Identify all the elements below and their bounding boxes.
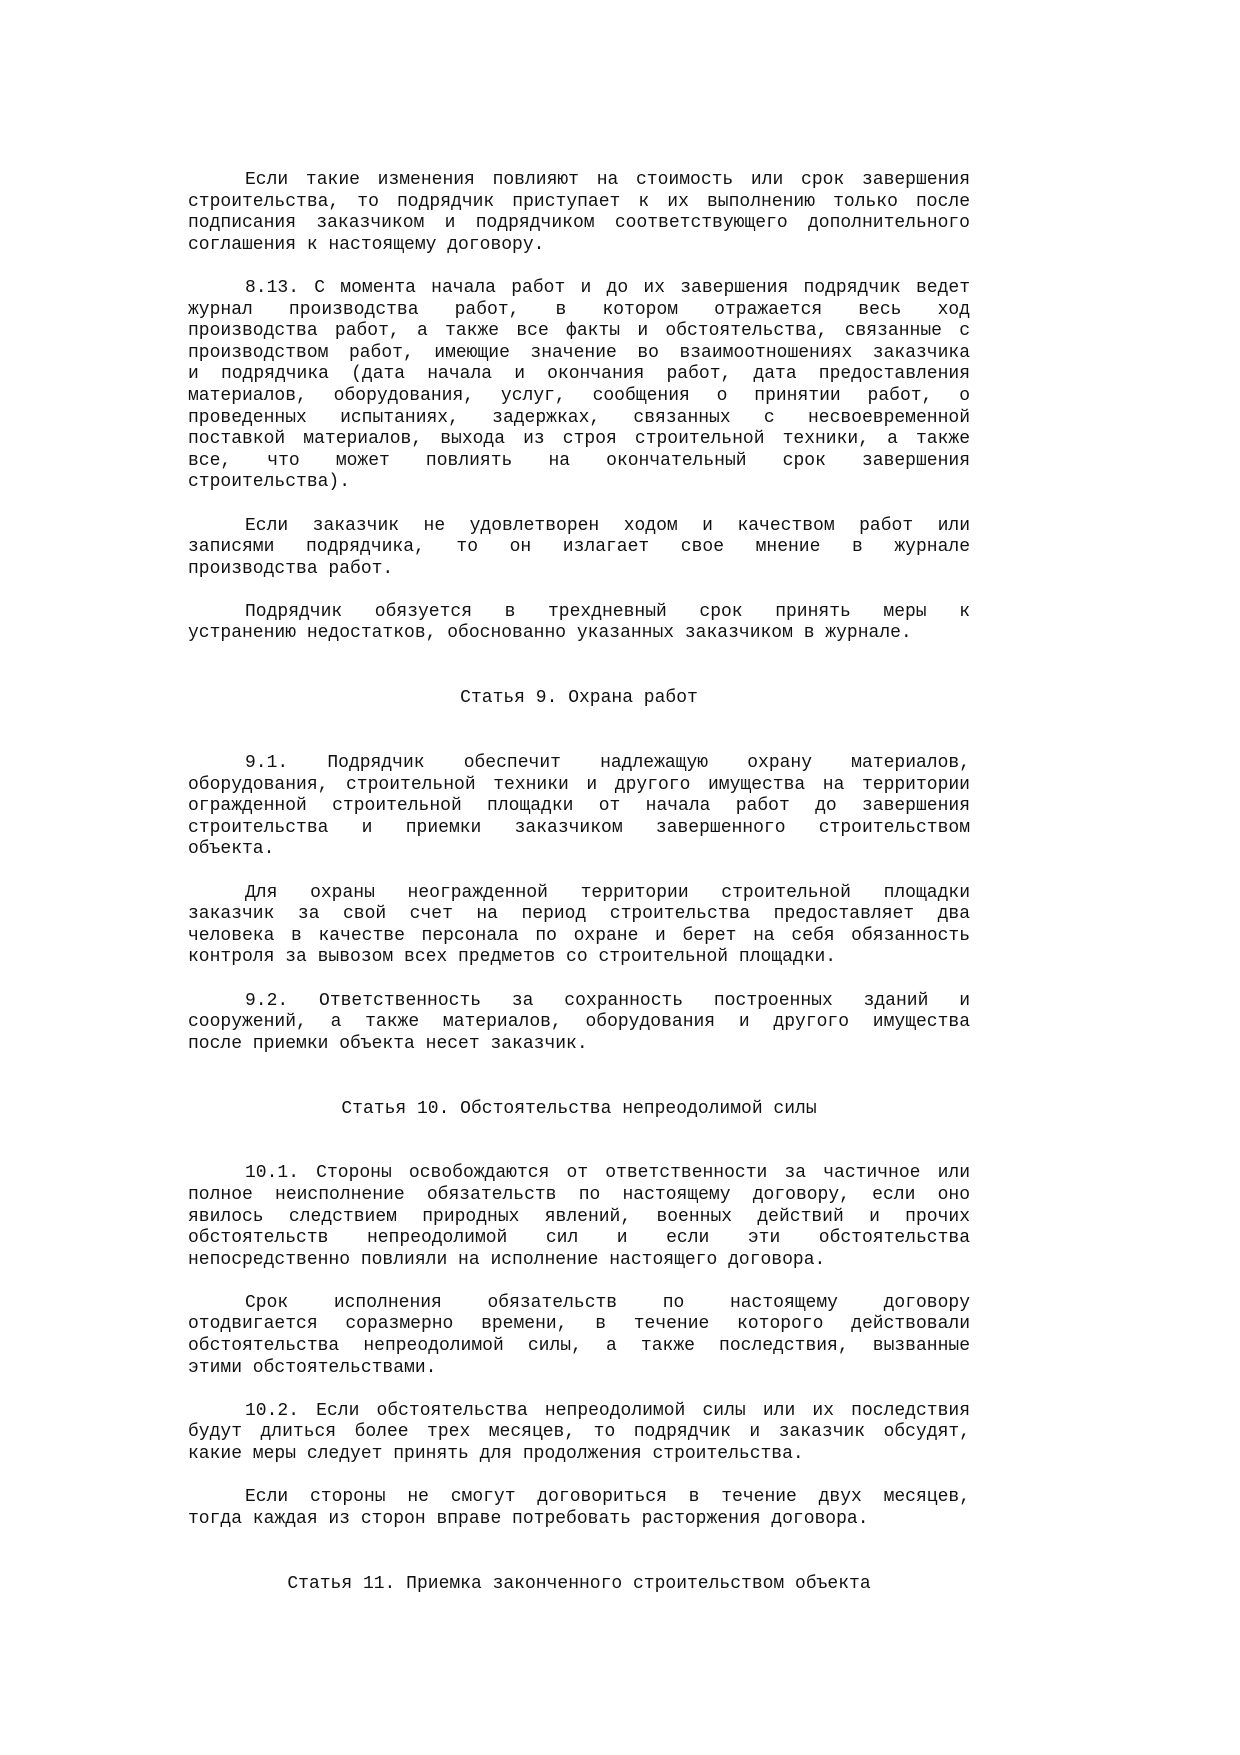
text-line: контроля за вывозом всех предметов со строительной площадки. [188, 947, 837, 968]
paragraph [188, 883, 970, 969]
text-line: все, что может повлиять на окончательный срок завершения [188, 450, 970, 471]
text-line: строительства). [188, 472, 351, 493]
text-line: Для охраны неогражденной территории строительной площадки [245, 882, 970, 903]
text-line: производством работ, имеющие значение во взаимоотношениях заказчика [188, 342, 970, 363]
text-line: 9.2. Ответственность за сохранность построенных зданий и [245, 990, 970, 1011]
text-line: заказчик за свой счет на период строительства предоставляет два [188, 904, 970, 925]
article-heading: Статья 11. Приемка законченного строительством объекта [287, 1573, 871, 1594]
text-line: поставкой материалов, выхода из строя строительной техники, а также [188, 429, 970, 450]
paragraph [188, 1487, 970, 1530]
text-line: журнал производства работ, в котором отражается весь ход [188, 299, 970, 320]
text-line: 10.1. Стороны освобождаются от ответственности за частичное или [245, 1163, 970, 1184]
text-line: объекта. [188, 839, 275, 860]
text-line: 10.2. Если обстоятельства непреодолимой силы или их последствия [245, 1400, 970, 1421]
text-line: обстоятельства непреодолимой силы, а также последствия, вызванные [188, 1336, 970, 1357]
paragraph [188, 1293, 970, 1379]
text-line: обстоятельств непреодолимой сил и если эти обстоятельства [188, 1228, 970, 1249]
text-line: этими обстоятельствами. [188, 1357, 437, 1378]
text-line: устранению недостатков, обоснованно указанных заказчиком в журнале. [188, 623, 912, 644]
document-page [188, 170, 970, 1595]
text-line: какие меры следует принять для продолжения строительства. [188, 1444, 804, 1465]
text-line: материалов, оборудования, услуг, сообщения о принятии работ, о [188, 385, 970, 406]
text-line: Если такие изменения повлияют на стоимость или срок завершения [245, 170, 970, 190]
text-line: соглашения к настоящему договору. [188, 234, 545, 255]
text-line: Срок исполнения обязательств по настоящему договору [245, 1292, 970, 1313]
paragraph [188, 753, 970, 861]
text-line: строительства и приемки заказчиком завершенного строительством [188, 817, 970, 838]
text-line: Если заказчик не удовлетворен ходом и качеством работ или [245, 515, 970, 536]
paragraph [188, 278, 970, 494]
paragraph [188, 1401, 970, 1466]
text-line: огражденной строительной площадки от начала работ до завершения [188, 796, 970, 817]
paragraph [188, 516, 970, 581]
text-line: оборудования, строительной техники и другого имущества на территории [188, 774, 970, 795]
paragraph [188, 991, 970, 1056]
paragraph [188, 170, 970, 256]
text-line: сооружений, а также материалов, оборудования и другого имущества [188, 1012, 970, 1033]
text-line: Подрядчик обязуется в трехдневный срок принять меры к [245, 601, 970, 622]
text-line: проведенных испытаниях, задержках, связанных с несвоевременной [188, 407, 970, 428]
article-heading: Статья 10. Обстоятельства непреодолимой силы [341, 1098, 817, 1119]
text-line: после приемки объекта несет заказчик. [188, 1033, 588, 1054]
text-line: будут длиться более трех месяцев, то подрядчик и заказчик обсудят, [188, 1422, 970, 1443]
text-line: явилось следствием природных явлений, военных действий и прочих [188, 1206, 970, 1227]
text-line: 9.1. Подрядчик обеспечит надлежащую охрану материалов, [245, 753, 970, 774]
text-line: непосредственно повлияли на исполнение настоящего договора. [188, 1249, 826, 1270]
text-line: тогда каждая из сторон вправе потребовать расторжения договора. [188, 1508, 869, 1529]
paragraph [188, 1163, 970, 1271]
text-line: человека в качестве персонала по охране и берет на себя обязанность [188, 925, 970, 946]
text-line: производства работ, а также все факты и обстоятельства, связанные с [188, 321, 970, 342]
text-line: записями подрядчика, то он излагает свое мнение в журнале [188, 537, 970, 558]
text-line: Если стороны не смогут договориться в течение двух месяцев, [245, 1487, 970, 1508]
text-line: 8.13. С момента начала работ и до их завершения подрядчик ведет [245, 277, 970, 298]
article-heading: Статья 9. Охрана работ [460, 688, 698, 709]
paragraph [188, 602, 970, 645]
text-line: отодвигается соразмерно времени, в течение которого действовали [188, 1314, 970, 1335]
text-line: подписания заказчиком и подрядчиком соответствующего дополнительного [188, 213, 970, 234]
text-line: производства работ. [188, 558, 394, 579]
text-line: полное неисполнение обязательств по настоящему договору, если оно [188, 1184, 970, 1205]
text-line: строительства, то подрядчик приступает к их выполнению только после [188, 191, 970, 212]
text-line: и подрядчика (дата начала и окончания работ, дата предоставления [188, 364, 970, 385]
